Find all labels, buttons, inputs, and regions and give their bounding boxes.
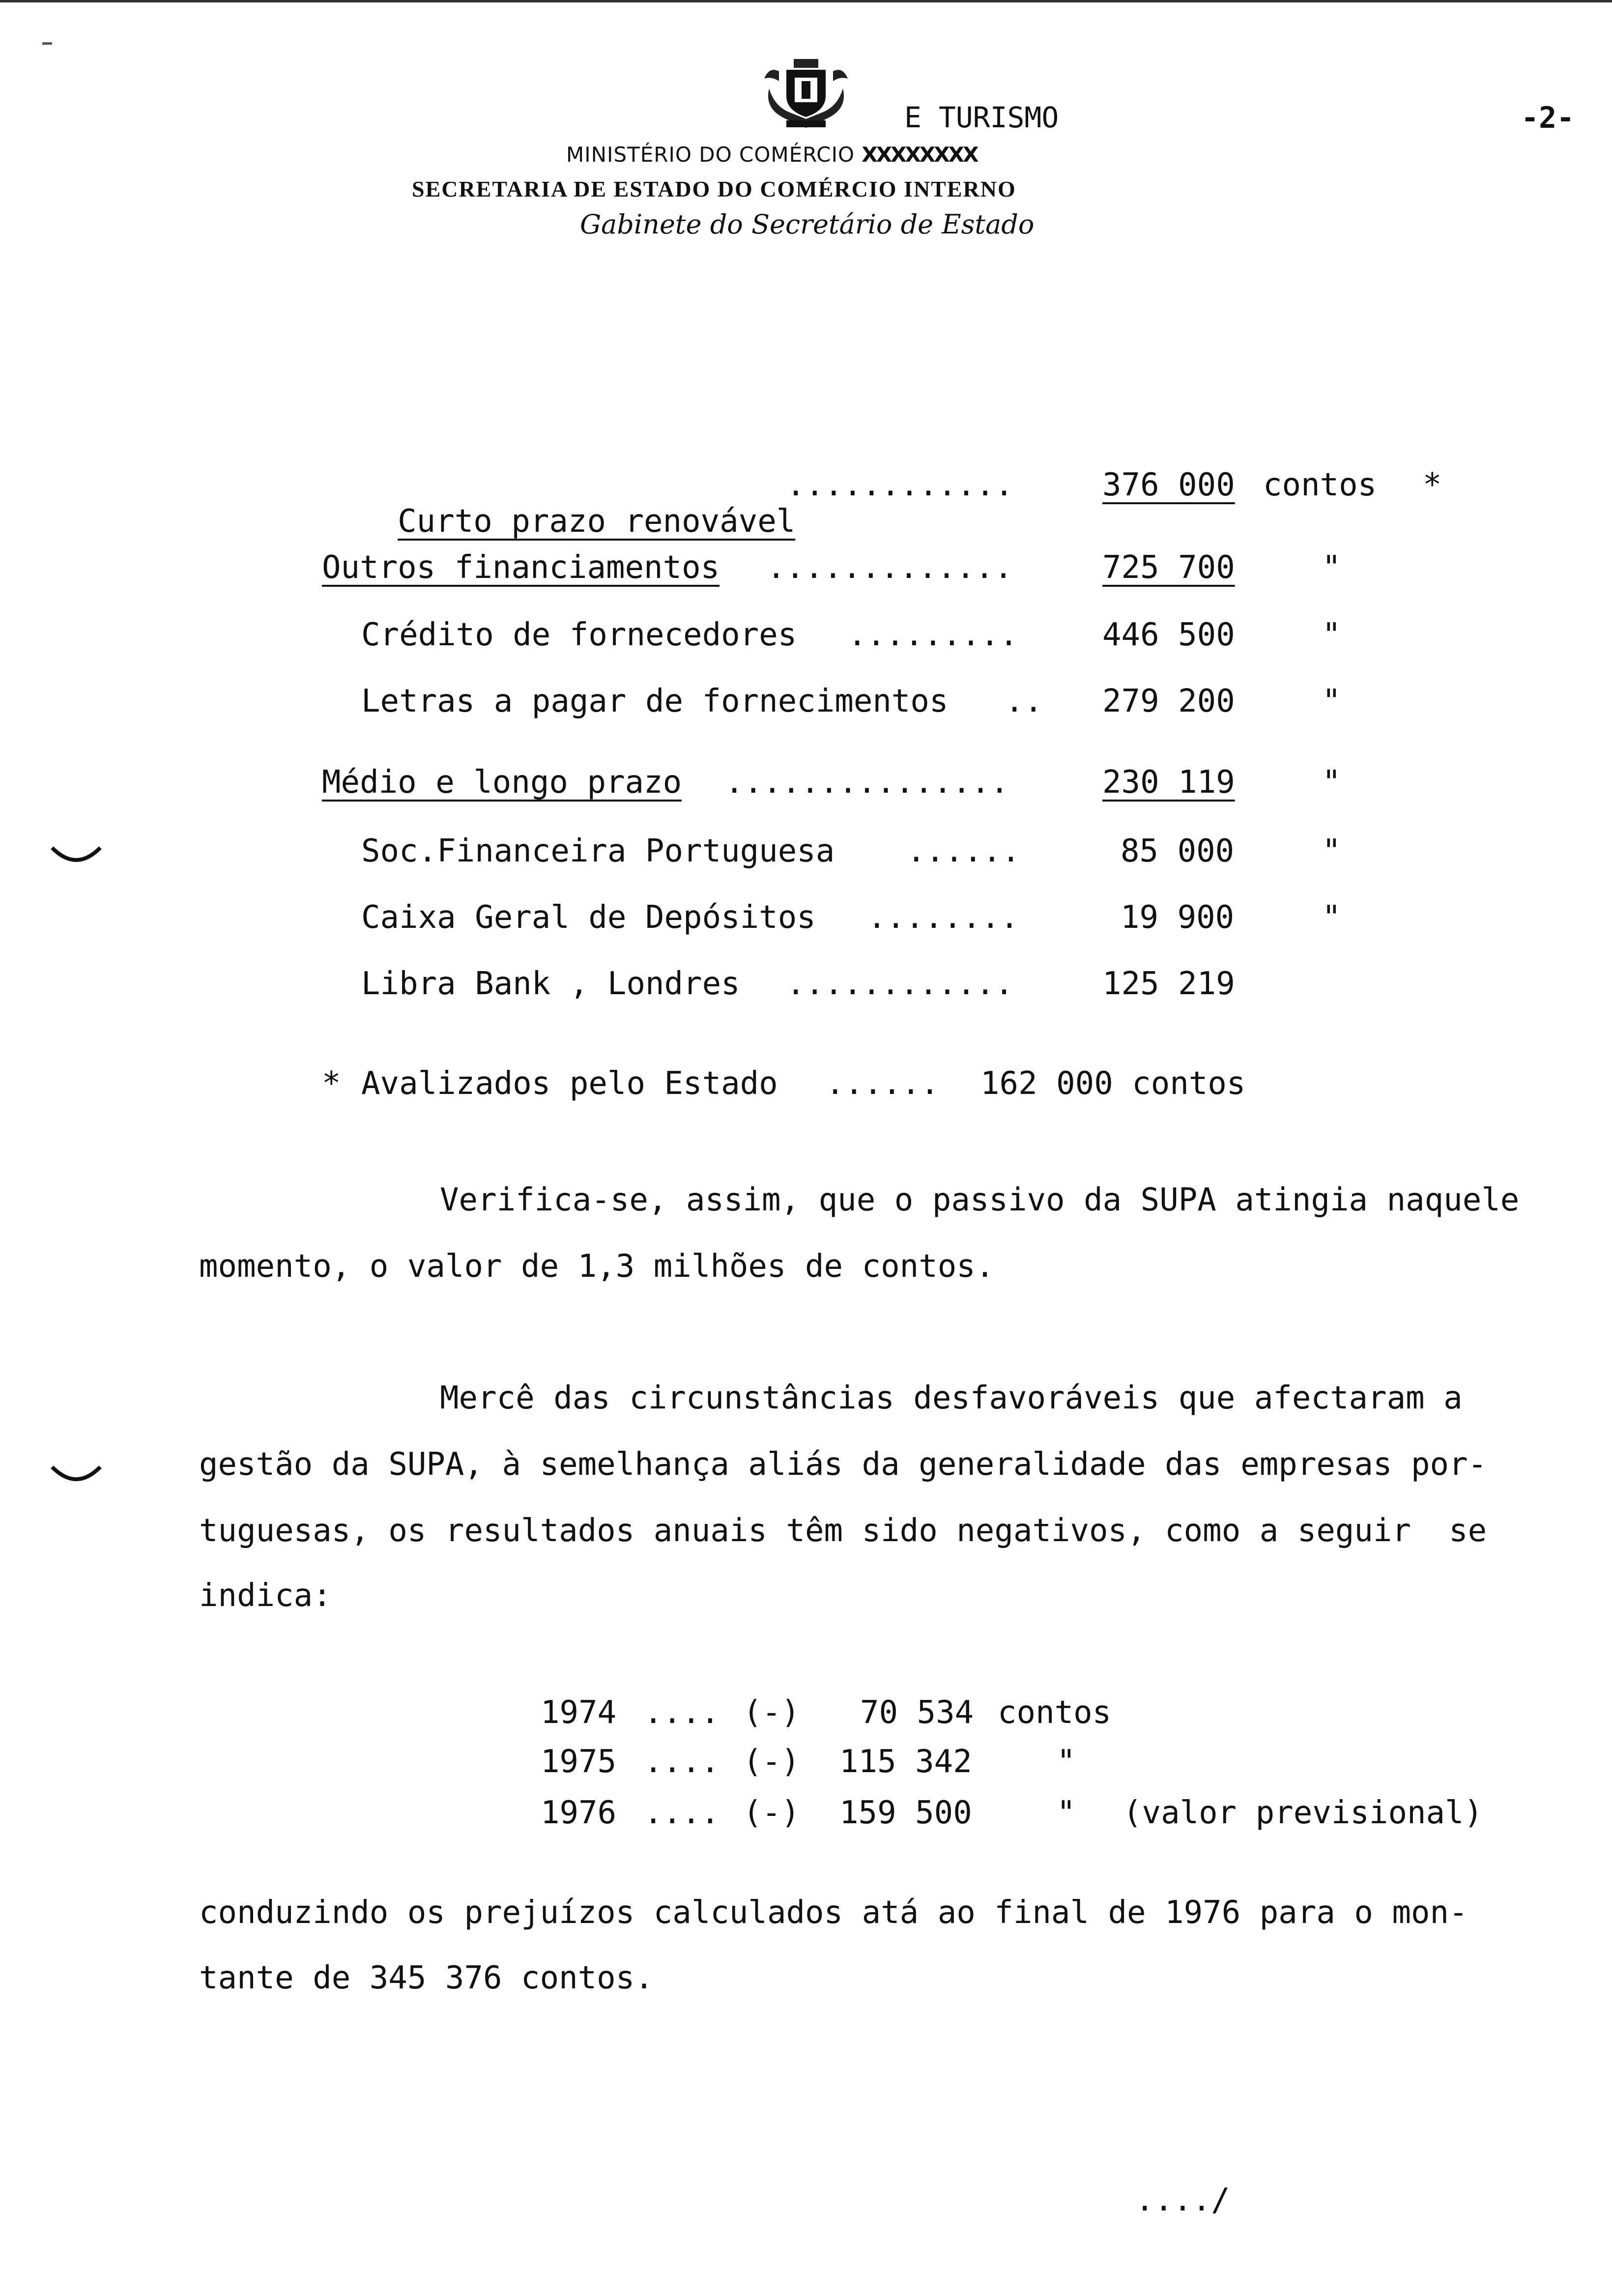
short-term-unit: contos [1263, 467, 1377, 503]
cgd-leader: ........ [867, 899, 1019, 936]
medium-long-unit: " [1322, 764, 1341, 801]
paragraph-1-line-1: Verifica-se, assim, que o passivo da SUPA atingia naquele [440, 1182, 1520, 1218]
sfp-label: Soc.Financeira Portuguesa [361, 833, 835, 869]
bills-payable-leader: .. [1005, 683, 1043, 719]
cgd-unit: " [1322, 899, 1341, 936]
paragraph-2-line-2: gestão da SUPA, à semelhança aliás da generalidade das empresas por- [199, 1446, 1487, 1483]
paragraph-2-line-1: Mercê das circunstâncias desfavoráveis que afectaram a [440, 1380, 1463, 1416]
result-value-1975: 115 342 [839, 1744, 972, 1780]
paragraph-3-line-2: tante de 345 376 contos. [199, 1960, 654, 1996]
other-financing-value: 725 700 [1102, 549, 1235, 586]
supplier-credit-leader: ......... [848, 617, 1018, 653]
medium-long-label: Médio e longo prazo [322, 764, 682, 801]
paragraph-3-line-1: conduzindo os prejuízos calculados atá ao final de 1976 para o mon- [199, 1894, 1468, 1931]
medium-long-leader: ............... [725, 764, 1009, 801]
other-financing-unit: " [1322, 549, 1341, 586]
secretariat-line: SECRETARIA DE ESTADO DO COMÉRCIO INTERNO [412, 176, 1016, 201]
medium-long-value: 230 119 [1102, 764, 1235, 801]
paragraph-1-line-2: momento, o valor de 1,3 milhões de contos. [199, 1248, 995, 1285]
footnote-leader: ...... [826, 1065, 940, 1102]
other-financing-label: Outros financiamentos [322, 549, 720, 586]
supplier-credit-label: Crédito de fornecedores [361, 617, 797, 653]
footnote-label: Avalizados pelo Estado [361, 1065, 778, 1102]
bills-payable-unit: " [1322, 683, 1341, 719]
ministry-line [566, 143, 977, 167]
supplier-credit-unit: " [1322, 617, 1341, 653]
result-sign-1975: (-) [743, 1744, 800, 1780]
short-term-asterisk: * [1423, 467, 1442, 503]
result-leader-1975: .... [644, 1744, 720, 1780]
punch-hole-mark-icon [49, 1462, 103, 1492]
footnote-asterisk: * [322, 1065, 341, 1102]
result-year-1975: 1975 [541, 1744, 617, 1780]
struck-text: XXXXXXXX [862, 143, 978, 167]
ministry-suffix: E TURISMO [904, 101, 1059, 134]
libra-bank-leader: ............ [786, 966, 1014, 1002]
result-sign-1974: (-) [743, 1694, 800, 1731]
paragraph-2-line-4: indica: [199, 1578, 332, 1614]
result-year-1976: 1976 [541, 1795, 617, 1831]
result-sign-1976: (-) [743, 1795, 800, 1831]
supplier-credit-value: 446 500 [1102, 617, 1235, 653]
coat-of-arms-icon [759, 59, 853, 133]
result-note-1976: (valor previsional) [1123, 1795, 1483, 1831]
cgd-label: Caixa Geral de Depósitos [361, 899, 816, 936]
result-unit-1974: contos [998, 1694, 1112, 1731]
paragraph-2-line-3: tuguesas, os resultados anuais têm sido negativos, como a seguir se [199, 1513, 1487, 1549]
result-value-1976: 159 500 [839, 1795, 972, 1831]
sfp-value: 85 000 [1121, 833, 1235, 869]
libra-bank-label: Libra Bank , Londres [361, 966, 740, 1002]
sfp-unit: " [1322, 833, 1341, 869]
short-term-label: Curto prazo renovável [398, 503, 796, 540]
page-number: -2- [1521, 101, 1575, 135]
result-unit-1976: " [1057, 1795, 1076, 1831]
other-financing-leader: ............. [767, 549, 1013, 586]
result-leader-1974: .... [644, 1694, 720, 1731]
short-term-leader: ............ [786, 467, 1014, 503]
libra-bank-value: 125 219 [1102, 966, 1235, 1002]
sfp-leader: ...... [907, 833, 1021, 869]
cgd-value: 19 900 [1121, 899, 1235, 936]
bills-payable-label: Letras a pagar de fornecimentos [361, 683, 949, 719]
ministry-name: MINISTÉRIO DO COMÉRCIO [566, 143, 855, 167]
cabinet-line: Gabinete do Secretário de Estado [580, 209, 1035, 240]
scan-mark [42, 42, 52, 45]
punch-hole-mark-icon [49, 843, 103, 872]
top-rule [0, 0, 1612, 2]
continuation-mark: ..../ [1135, 2182, 1230, 2218]
result-leader-1976: .... [644, 1795, 720, 1831]
result-value-1974: 70 534 [860, 1694, 974, 1731]
result-unit-1975: " [1057, 1744, 1076, 1780]
footnote-value: 162 000 contos [980, 1065, 1246, 1102]
bills-payable-value: 279 200 [1102, 683, 1235, 719]
result-year-1974: 1974 [541, 1694, 617, 1731]
short-term-value: 376 000 [1102, 467, 1235, 503]
